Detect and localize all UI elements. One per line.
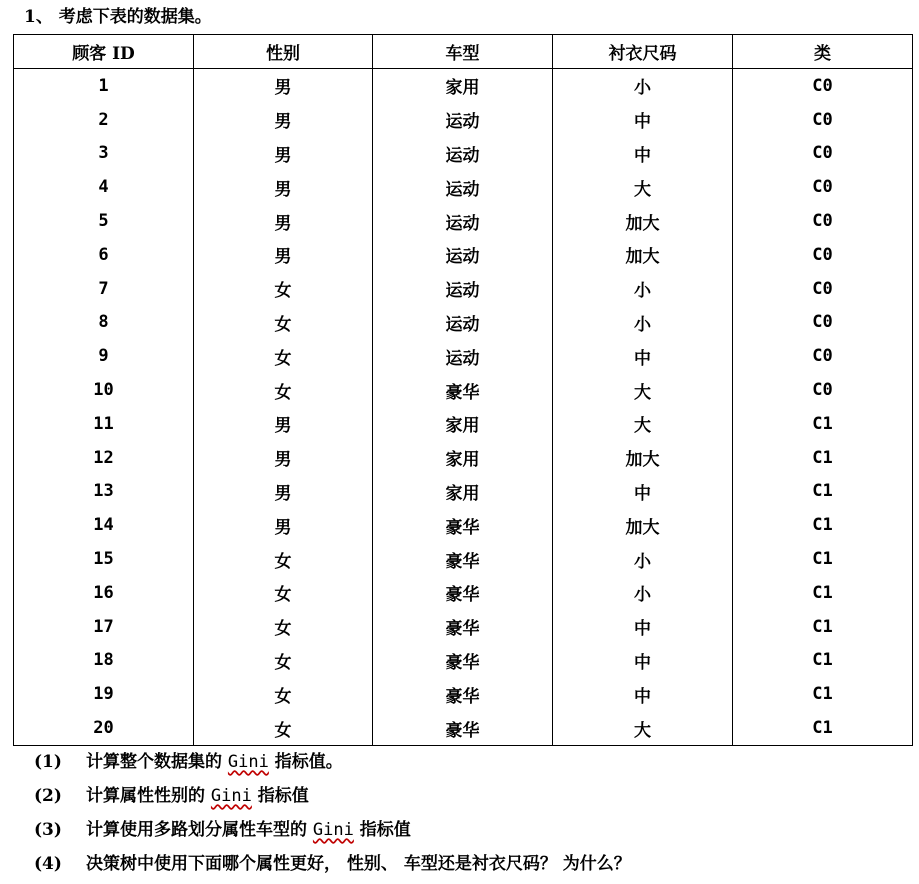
cell-gender: 女	[194, 711, 373, 745]
cell-shirt-size: 加大	[553, 238, 733, 272]
question-item	[34, 816, 631, 850]
cell-car-type: 豪华	[373, 677, 553, 711]
cell-class: C1	[733, 475, 913, 509]
cell-car-type: 运动	[373, 306, 553, 340]
cell-gender: 女	[194, 306, 373, 340]
question-item	[34, 748, 631, 782]
cell-customer-id: 15	[14, 542, 194, 576]
cell-car-type: 家用	[373, 475, 553, 509]
cell-class: C0	[733, 238, 913, 272]
table-row	[14, 508, 913, 542]
question-item	[34, 782, 631, 816]
cell-gender: 女	[194, 677, 373, 711]
table-row	[14, 407, 913, 441]
cell-shirt-size: 加大	[553, 204, 733, 238]
table-row	[14, 576, 913, 610]
cell-gender: 男	[194, 103, 373, 137]
cell-gender: 女	[194, 610, 373, 644]
cell-shirt-size: 小	[553, 306, 733, 340]
cell-shirt-size: 加大	[553, 508, 733, 542]
cell-customer-id: 7	[14, 272, 194, 306]
question-term: Gini	[312, 820, 354, 840]
cell-gender: 男	[194, 69, 373, 103]
cell-customer-id: 11	[14, 407, 194, 441]
cell-class: C1	[733, 644, 913, 678]
question-text-end: 指标值	[353, 820, 411, 840]
table-row	[14, 711, 913, 745]
cell-gender: 男	[194, 407, 373, 441]
question-number: (4)	[34, 854, 62, 874]
cell-class: C0	[733, 373, 913, 407]
cell-class: C0	[733, 339, 913, 373]
page-heading: 1、 考虑下表的数据集。	[24, 7, 212, 27]
cell-customer-id: 9	[14, 339, 194, 373]
question-item	[34, 850, 631, 884]
cell-customer-id: 20	[14, 711, 194, 745]
cell-class: C1	[733, 677, 913, 711]
question-number: (3)	[34, 820, 62, 840]
cell-shirt-size: 大	[553, 373, 733, 407]
table-row	[14, 272, 913, 306]
question-text: 决策树中使用下面哪个属性更好， 性别、 车型还是衬衣尺码？ 为什么？	[86, 854, 631, 874]
cell-shirt-size: 中	[553, 677, 733, 711]
cell-customer-id: 3	[14, 137, 194, 171]
question-list	[34, 748, 631, 884]
table-row	[14, 373, 913, 407]
question-number: (1)	[34, 752, 62, 772]
table-row	[14, 610, 913, 644]
cell-car-type: 豪华	[373, 610, 553, 644]
cell-customer-id: 2	[14, 103, 194, 137]
cell-car-type: 豪华	[373, 576, 553, 610]
cell-car-type: 运动	[373, 170, 553, 204]
cell-car-type: 运动	[373, 103, 553, 137]
table-row	[14, 170, 913, 204]
cell-class: C0	[733, 137, 913, 171]
cell-customer-id: 12	[14, 441, 194, 475]
cell-shirt-size: 中	[553, 644, 733, 678]
header-car-type: 车型	[373, 35, 553, 69]
cell-gender: 女	[194, 272, 373, 306]
cell-shirt-size: 中	[553, 103, 733, 137]
cell-car-type: 运动	[373, 272, 553, 306]
cell-class: C0	[733, 103, 913, 137]
cell-class: C0	[733, 170, 913, 204]
cell-customer-id: 6	[14, 238, 194, 272]
cell-class: C1	[733, 610, 913, 644]
cell-shirt-size: 小	[553, 272, 733, 306]
cell-customer-id: 8	[14, 306, 194, 340]
cell-class: C0	[733, 306, 913, 340]
cell-class: C1	[733, 576, 913, 610]
cell-car-type: 豪华	[373, 508, 553, 542]
cell-car-type: 豪华	[373, 711, 553, 745]
cell-gender: 女	[194, 542, 373, 576]
header-class: 类	[733, 35, 913, 69]
cell-gender: 女	[194, 576, 373, 610]
cell-car-type: 家用	[373, 441, 553, 475]
cell-customer-id: 13	[14, 475, 194, 509]
question-term: Gini	[210, 786, 252, 806]
cell-class: C1	[733, 542, 913, 576]
cell-gender: 女	[194, 373, 373, 407]
header-customer-id: 顾客 ID	[14, 35, 194, 69]
cell-shirt-size: 大	[553, 407, 733, 441]
cell-shirt-size: 小	[553, 542, 733, 576]
question-text: 计算属性性别的	[86, 786, 211, 806]
table-row	[14, 644, 913, 678]
cell-shirt-size: 小	[553, 69, 733, 103]
cell-customer-id: 16	[14, 576, 194, 610]
cell-class: C0	[733, 272, 913, 306]
table-row	[14, 238, 913, 272]
cell-shirt-size: 中	[553, 339, 733, 373]
cell-gender: 女	[194, 644, 373, 678]
cell-gender: 男	[194, 170, 373, 204]
table-row	[14, 69, 913, 103]
question-text: 计算整个数据集的	[86, 752, 228, 772]
table-row	[14, 204, 913, 238]
cell-car-type: 豪华	[373, 542, 553, 576]
cell-customer-id: 18	[14, 644, 194, 678]
table-row	[14, 441, 913, 475]
cell-shirt-size: 中	[553, 475, 733, 509]
dataset-table	[13, 34, 913, 746]
cell-shirt-size: 中	[553, 137, 733, 171]
cell-customer-id: 14	[14, 508, 194, 542]
question-text: 计算使用多路划分属性车型的	[86, 820, 313, 840]
cell-gender: 男	[194, 475, 373, 509]
cell-customer-id: 5	[14, 204, 194, 238]
cell-class: C1	[733, 441, 913, 475]
cell-car-type: 运动	[373, 137, 553, 171]
cell-shirt-size: 大	[553, 170, 733, 204]
cell-customer-id: 1	[14, 69, 194, 103]
table-header-row	[14, 35, 913, 69]
table-row	[14, 103, 913, 137]
cell-customer-id: 19	[14, 677, 194, 711]
cell-shirt-size: 中	[553, 610, 733, 644]
table-row	[14, 306, 913, 340]
cell-car-type: 运动	[373, 204, 553, 238]
cell-car-type: 家用	[373, 407, 553, 441]
cell-gender: 男	[194, 137, 373, 171]
question-term: Gini	[227, 752, 269, 772]
question-number: (2)	[34, 786, 62, 806]
cell-gender: 男	[194, 204, 373, 238]
table-body	[14, 69, 913, 746]
question-text-end: 指标值	[251, 786, 309, 806]
cell-shirt-size: 小	[553, 576, 733, 610]
cell-gender: 男	[194, 441, 373, 475]
cell-car-type: 运动	[373, 339, 553, 373]
cell-class: C1	[733, 711, 913, 745]
table-row	[14, 137, 913, 171]
cell-gender: 男	[194, 508, 373, 542]
cell-class: C0	[733, 69, 913, 103]
cell-shirt-size: 加大	[553, 441, 733, 475]
cell-customer-id: 10	[14, 373, 194, 407]
cell-gender: 女	[194, 339, 373, 373]
cell-gender: 男	[194, 238, 373, 272]
table-row	[14, 542, 913, 576]
cell-shirt-size: 大	[553, 711, 733, 745]
cell-class: C0	[733, 204, 913, 238]
cell-car-type: 运动	[373, 238, 553, 272]
table-row	[14, 475, 913, 509]
cell-customer-id: 4	[14, 170, 194, 204]
cell-car-type: 家用	[373, 69, 553, 103]
table-row	[14, 677, 913, 711]
header-shirt-size: 衬衣尺码	[553, 35, 733, 69]
question-text-end: 指标值。	[268, 752, 343, 772]
header-gender: 性别	[194, 35, 373, 69]
cell-car-type: 豪华	[373, 644, 553, 678]
cell-car-type: 豪华	[373, 373, 553, 407]
table-row	[14, 339, 913, 373]
cell-class: C1	[733, 407, 913, 441]
cell-customer-id: 17	[14, 610, 194, 644]
cell-class: C1	[733, 508, 913, 542]
